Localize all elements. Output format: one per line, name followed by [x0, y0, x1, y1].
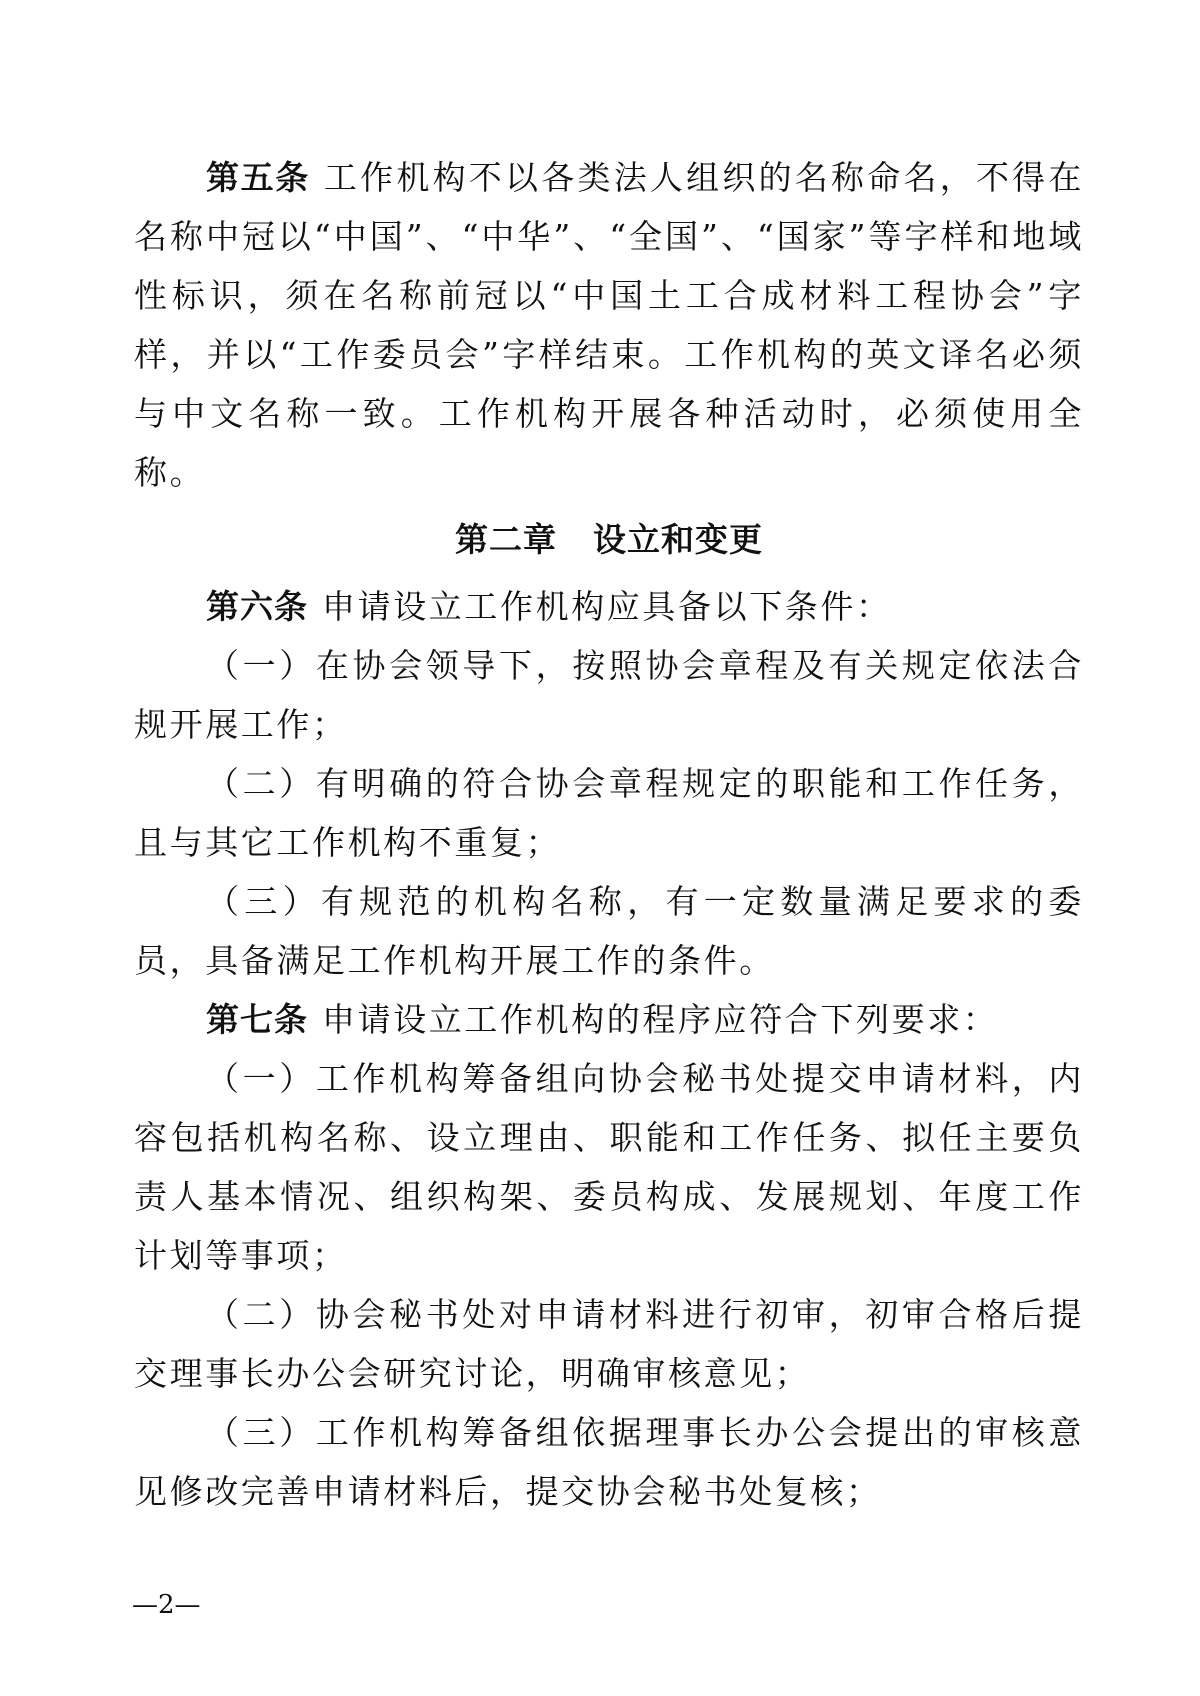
article-6-text: 申请设立工作机构应具备以下条件： [322, 587, 892, 626]
chapter-title: 设立和变更 [593, 520, 763, 559]
article-7-item-2: （二）协会秘书处对申请材料进行初审，初审合格后提交理事长办公会研究讨论，明确审核意见； [134, 1295, 1084, 1393]
article-7-text: 申请设立工作机构的程序应符合下列要求： [322, 1000, 999, 1039]
article-6-item-2: （二）有明确的符合协会章程规定的职能和工作任务，且与其它工作机构不重复； [134, 764, 1084, 862]
article-6-item-3: （三）有规范的机构名称，有一定数量满足要求的委员，具备满足工作机构开展工作的条件。 [134, 882, 1084, 980]
chapter-heading [134, 510, 1084, 569]
article-7-item-1: （一）工作机构筹备组向协会秘书处提交申请材料，内容包括机构名称、设立理由、职能和工作任务、拟任主要负责人基本情况、组织构架、委员构成、发展规划、年度工作计划等事项； [134, 1059, 1084, 1275]
article-5-text: 工作机构不以各类法人组织的名称命名，不得在名称中冠以“中国”、“中华”、“全国”、“国家”等字样和地域性标识，须在名称前冠以“中国土工合成材料工程协会”字样，并以“工作委员会”字样结束。工作机构的英文译名必须与中文名称一致。工作机构开展各种活动时，必须使用全称。 [134, 158, 1085, 492]
article-5-lead: 第五条 [206, 158, 310, 197]
chapter-number: 第二章 [455, 520, 557, 559]
article-5-paragraph [134, 148, 1084, 502]
article-7-item-3: （三）工作机构筹备组依据理事长办公会提出的审核意见修改完善申请材料后，提交协会秘书处复核； [134, 1413, 1084, 1511]
article-6-lead: 第六条 [206, 587, 308, 626]
document-page [134, 148, 1084, 1521]
article-7-lead: 第七条 [206, 1000, 308, 1039]
page-number: —2— [132, 1590, 201, 1620]
article-6-paragraph [134, 577, 1084, 636]
article-7-paragraph [134, 990, 1084, 1049]
article-6-item-1: （一）在协会领导下，按照协会章程及有关规定依法合规开展工作； [134, 646, 1084, 744]
